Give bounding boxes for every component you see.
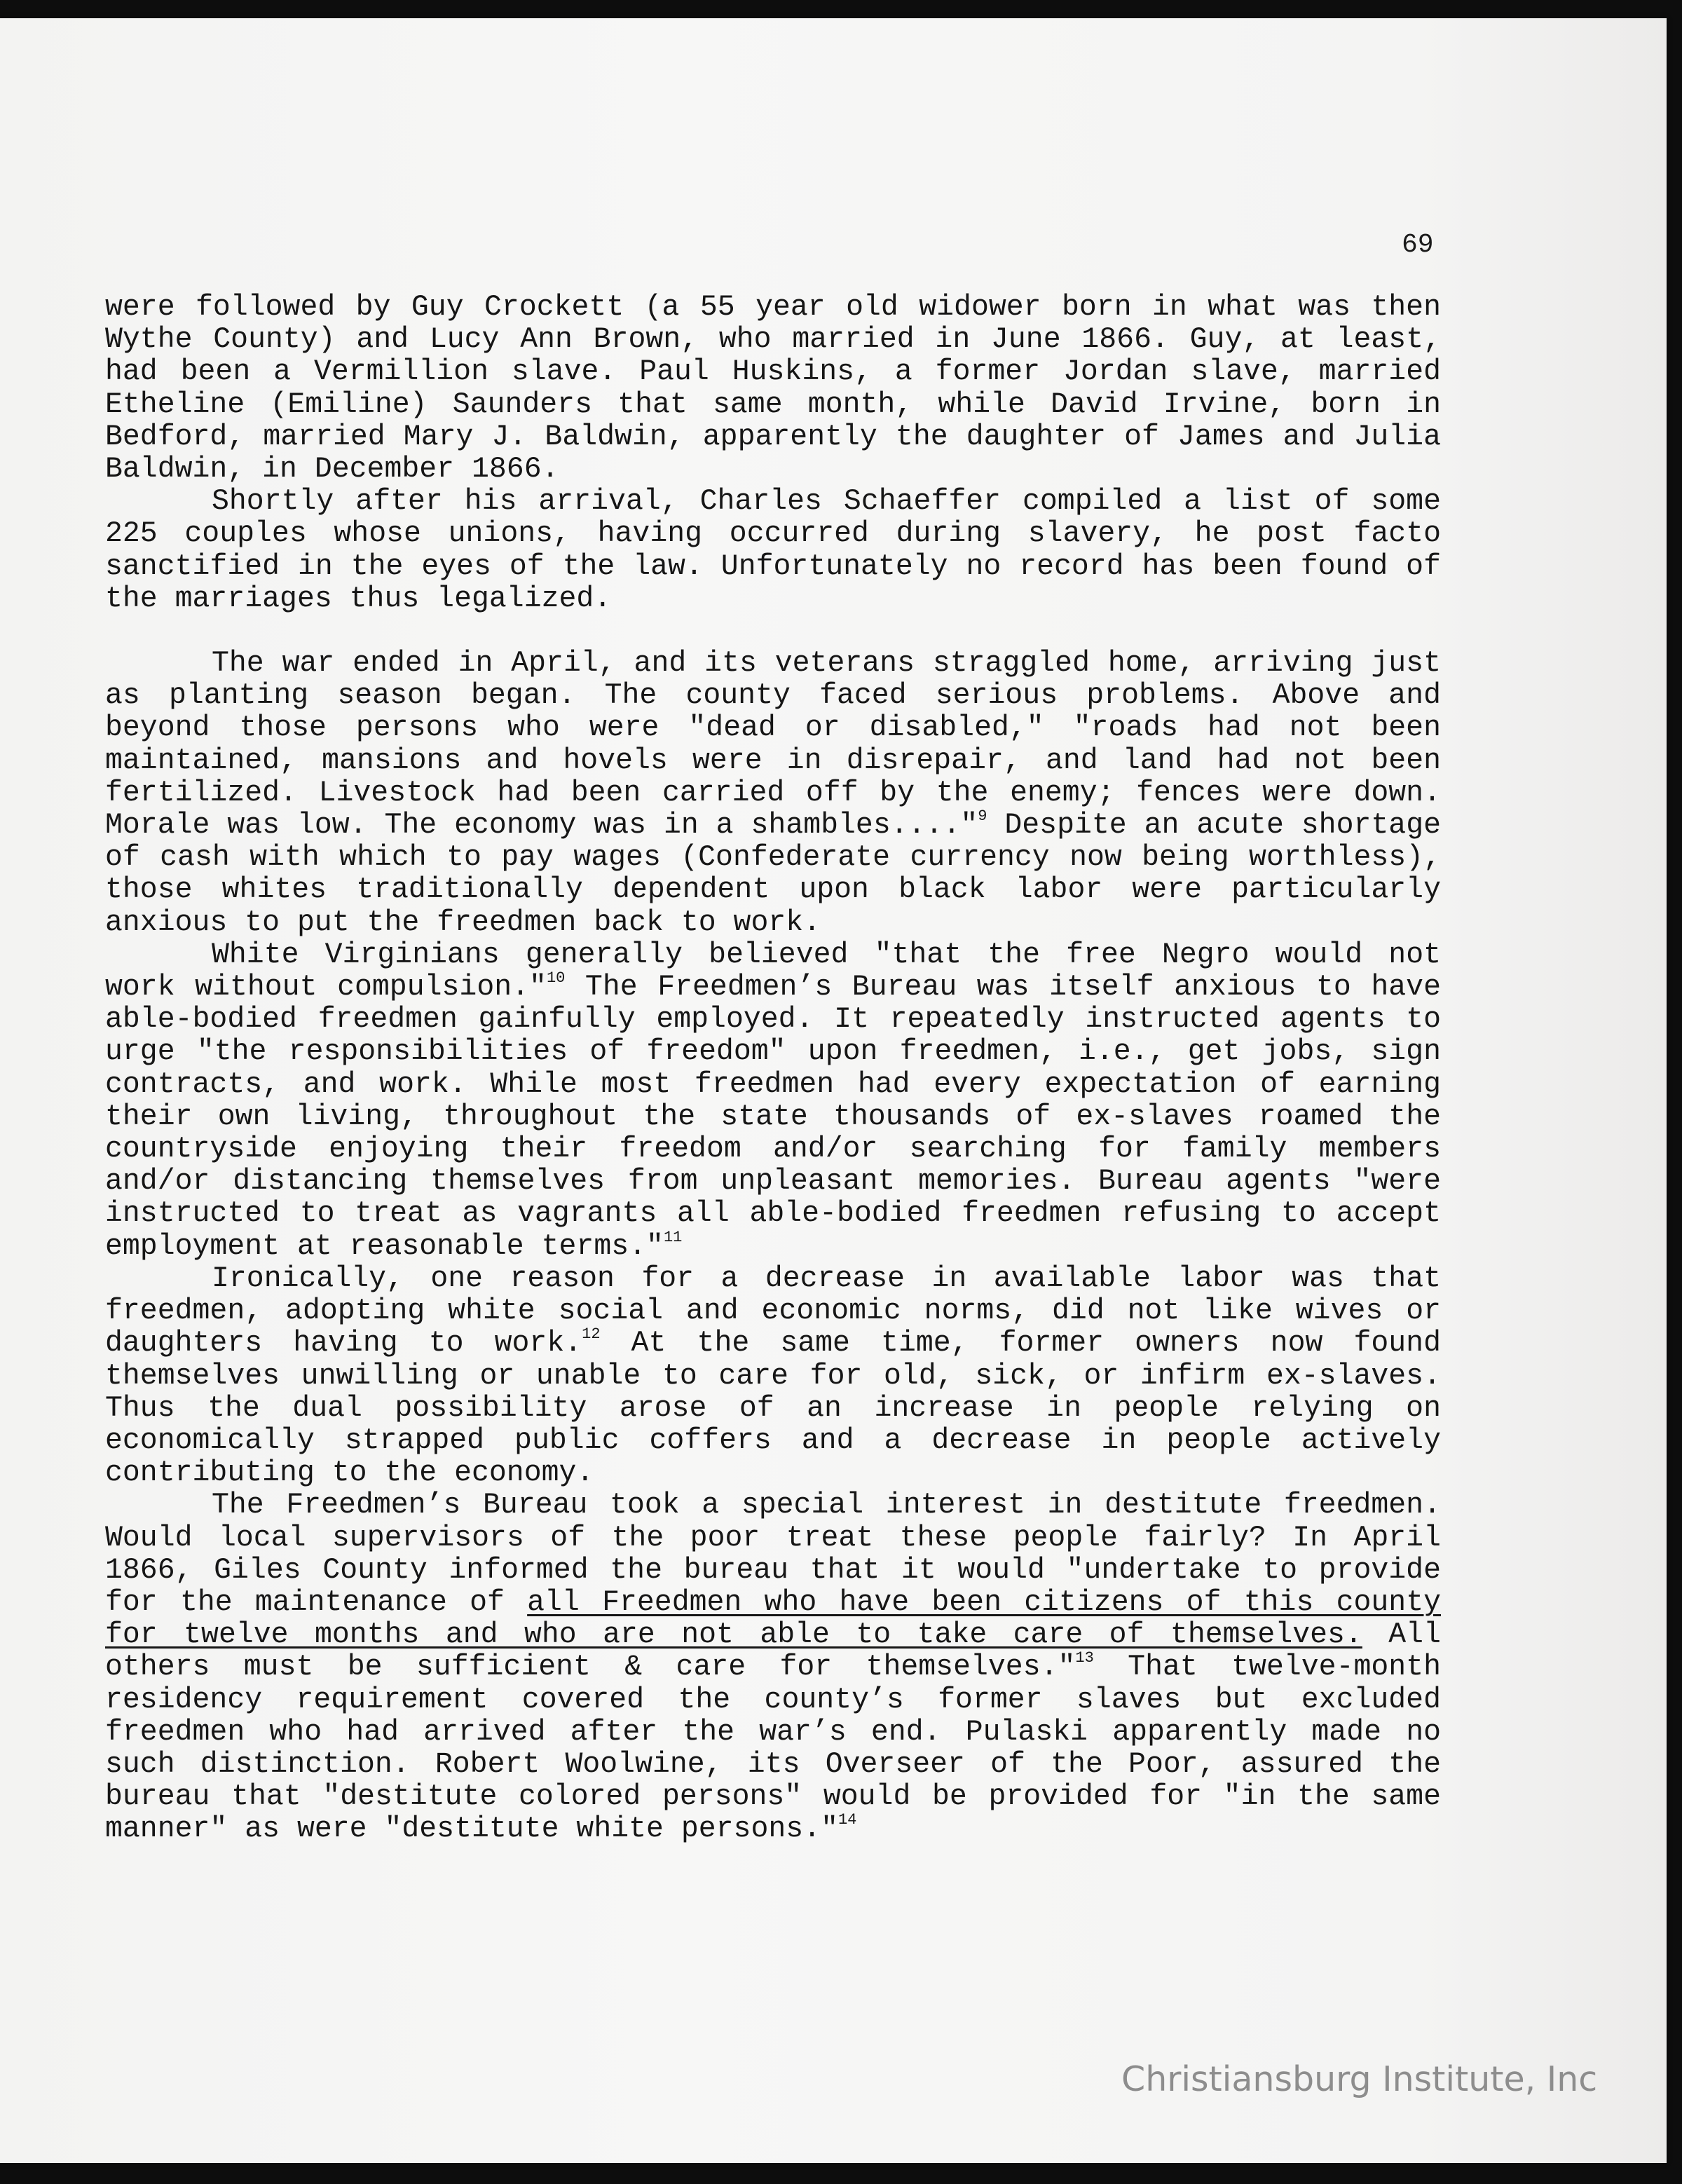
paragraph-4: White Virginians generally believed "that the free Negro would not work without compulsion."$^{10}$ The Freedmen’s Bureau was itself anxious to have able-bodied freedmen gainfully employed. It repeatedly instructed agents to urge "the responsibilities of freedom" upon freedmen, i.e., get jobs, sign contracts, and work. While most freedmen had every expectation of earning their own living, throughout the state thousands of ex-slaves roamed the countryside enjoying their freedom and/or searching for family members and/or distancing themselves from unpleasant memories. Bureau agents "were instructed to treat as vagrants all able-bodied freedmen refusing to accept employment at reasonable terms."$^{11}$: [105, 938, 1441, 1263]
footnote-ref-9: 9: [978, 807, 987, 826]
underlined-quote: all Freedmen who have been citizens of this county for twelve months and who are not able to take care of themselves.: [105, 1585, 1442, 1652]
paragraph-2: Shortly after his arrival, Charles Schaeffer compiled a list of some 225 couples whose unions, having occurred during slavery, he post facto sanctified in the eyes of the law. Unfortunately no record has been found of the marriages thus legalized.: [105, 485, 1441, 615]
body-text: [105, 292, 1441, 1846]
footnote-ref-10: 10: [546, 969, 566, 988]
document-page: [0, 18, 1667, 2163]
footnote-ref-12: 12: [582, 1325, 601, 1344]
footnote-ref-11: 11: [663, 1228, 683, 1246]
footnote-ref-13: 13: [1075, 1649, 1094, 1667]
footnote-ref-14: 14: [837, 1811, 857, 1829]
watermark: Christiansburg Institute, Inc: [1121, 2059, 1598, 2099]
paragraph-6: The Freedmen’s Bureau took a special interest in destitute freedmen. Would local supervisors of the poor treat these people fairly? In April 1866, Giles County informed the bureau that it would "undertake to provide for the maintenance of all Freedmen who have been citizens of this county for twelve months and who are not able to take care of themselves. All others must be sufficient & care for themselves."$^{13}$ That twelve-month residency requirement covered the county’s former slaves but excluded freedmen who had arrived after the war’s end. Pulaski apparently made no such distinction. Robert Woolwine, its Overseer of the Poor, assured the bureau that "destitute colored persons" would be provided for "in the same manner" as were "destitute white persons."$^{14}$: [105, 1489, 1442, 1846]
paragraph-5: Ironically, one reason for a decrease in available labor was that freedmen, adopting white social and economic norms, did not like wives or daughters having to work.$^{12}$ At the same time, former owners now found themselves unwilling or unable to care for old, sick, or infirm ex-slaves. Thus the dual possibility arose of an increase in people relying on economically strapped public coffers and a decrease in people actively contributing to the economy.: [105, 1262, 1441, 1490]
page-number: 69: [1402, 230, 1434, 260]
paragraph-3: The war ended in April, and its veterans straggled home, arriving just as planting season began. The county faced serious problems. Above and beyond those persons who were "dead or disabled," "roads had not been maintained, mansions and hovels were in disrepair, and land had not been fertilized. Livestock had been carried off by the enemy; fences were down. Morale was low. The economy was in a shambles...."$^9$ Despite an acute shortage of cash with which to pay wages (Confederate currency now being worthless), those whites traditionally dependent upon black labor were particularly anxious to put the freedmen back to work.: [105, 647, 1442, 939]
paragraph-1: were followed by Guy Crockett (a 55 year old widower born in what was then Wythe County) and Lucy Ann Brown, who married in June 1866. Guy, at least, had been a Vermillion slave. Paul Huskins, a former Jordan slave, married Etheline (Emiline) Saunders that same month, while David Irvine, born in Bedford, married Mary J. Baldwin, apparently the daughter of James and Julia Baldwin, in December 1866.: [105, 291, 1441, 486]
